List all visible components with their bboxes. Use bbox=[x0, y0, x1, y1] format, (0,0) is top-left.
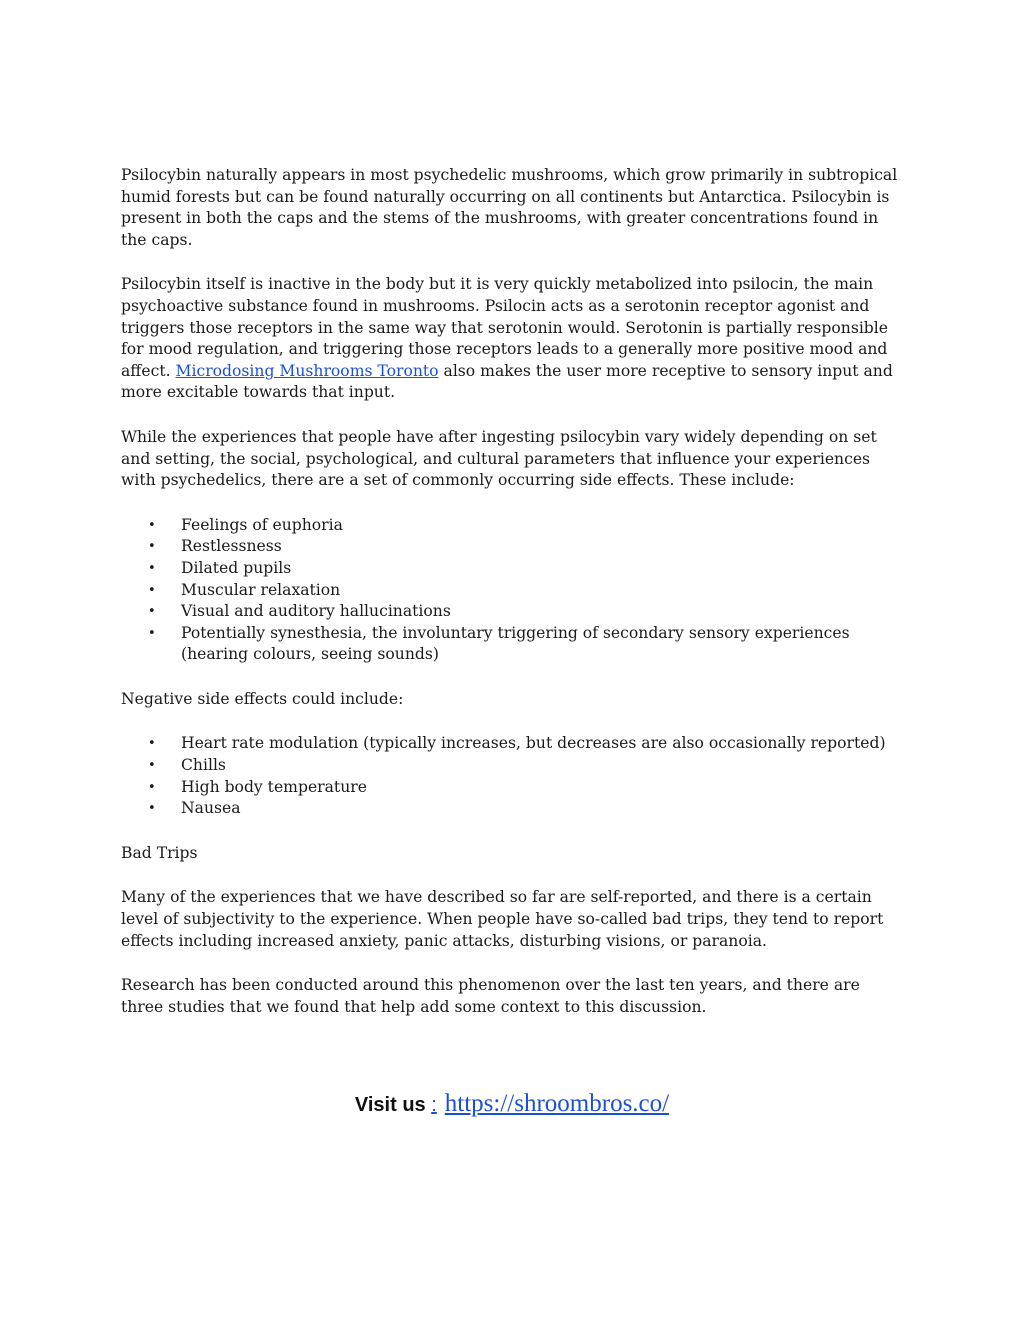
psilocin-paragraph-text-end: also makes the user more receptive to sensory input and more excitable towards that input. bbox=[121, 361, 893, 402]
list-item bbox=[121, 798, 906, 820]
bullet-icon: • bbox=[148, 582, 156, 598]
visit-us-colon: : bbox=[431, 1094, 437, 1116]
experiences-paragraph: While the experiences that people have after ingesting psilocybin vary widely depending on set and setting, the social, psychological, and cultural parameters that influence your experiences with psychedelics, there are a set of commonly occurring side effects. These include: bbox=[121, 427, 877, 490]
bullet-icon: • bbox=[148, 560, 156, 576]
psilocin-paragraph bbox=[121, 274, 906, 404]
bad-trips-heading: Bad Trips bbox=[121, 843, 198, 862]
negative-effects-list bbox=[121, 733, 906, 819]
bullet-icon: • bbox=[148, 779, 156, 795]
visit-us-label: Visit us bbox=[354, 1094, 432, 1116]
list-item bbox=[121, 558, 906, 580]
list-item-text: Muscular relaxation bbox=[181, 580, 341, 599]
negative-intro: Negative side effects could include: bbox=[121, 689, 404, 708]
bullet-icon: • bbox=[148, 801, 156, 817]
list-item-text: Feelings of euphoria bbox=[181, 515, 343, 534]
bullet-icon: • bbox=[148, 604, 156, 620]
list-item-text: Visual and auditory hallucinations bbox=[181, 602, 451, 621]
list-item-text: Restlessness bbox=[181, 537, 282, 556]
list-item bbox=[121, 733, 906, 755]
bullet-icon: • bbox=[148, 625, 156, 641]
list-item-text: Dilated pupils bbox=[181, 558, 292, 577]
psilocin-paragraph-text: Psilocybin itself is inactive in the body but it is very quickly metabolized into psilocin, the main psychoactive substance found in mushrooms. Psilocin acts as a serotonin receptor agonist and triggers those receptors in the same way that serotonin would. Serotonin is partially responsible for mood regulation, and triggering those receptors leads to a generally more positive mood and affect. bbox=[121, 275, 889, 380]
list-item-text: Chills bbox=[181, 756, 226, 775]
bullet-icon: • bbox=[148, 539, 156, 555]
list-item bbox=[121, 580, 906, 602]
list-item bbox=[121, 601, 906, 623]
list-item bbox=[121, 623, 906, 666]
research-paragraph: Research has been conducted around this phenomenon over the last ten years, and there are three studies that we found that help add some context to this discussion. bbox=[121, 976, 860, 1016]
list-item bbox=[121, 515, 906, 537]
intro-paragraph: Psilocybin naturally appears in most psychedelic mushrooms, which grow primarily in subtropical humid forests but can be found naturally occurring on all continents but Antarctica. Psilocybin is present in both the caps and the stems of the mushrooms, with greater concentrations found in the caps. bbox=[121, 166, 898, 249]
list-item-text: Potentially synesthesia, the involuntary triggering of secondary sensory experiences (hearing colours, seeing sounds) bbox=[181, 623, 850, 664]
side-effects-list bbox=[121, 515, 906, 666]
website-link[interactable]: https://shroombros.co/ bbox=[444, 1090, 670, 1117]
list-item bbox=[121, 777, 906, 799]
bullet-icon: • bbox=[148, 758, 156, 774]
list-item bbox=[121, 755, 906, 777]
visit-us-line bbox=[0, 1090, 1024, 1118]
bad-trips-paragraph: Many of the experiences that we have described so far are self-reported, and there is a certain level of subjectivity to the experience. When people have so-called bad trips, they tend to report effects including increased anxiety, panic attacks, disturbing visions, or paranoia. bbox=[121, 888, 884, 950]
bullet-icon: • bbox=[148, 736, 156, 752]
list-item-text: Nausea bbox=[181, 799, 241, 818]
bullet-icon: • bbox=[148, 517, 156, 533]
list-item bbox=[121, 536, 906, 558]
microdosing-link[interactable]: Microdosing Mushrooms Toronto bbox=[175, 361, 439, 380]
list-item-text: High body temperature bbox=[181, 777, 367, 796]
list-item-text: Heart rate modulation (typically increases, but decreases are also occasionally reported) bbox=[181, 734, 886, 753]
document-body bbox=[121, 165, 906, 1041]
